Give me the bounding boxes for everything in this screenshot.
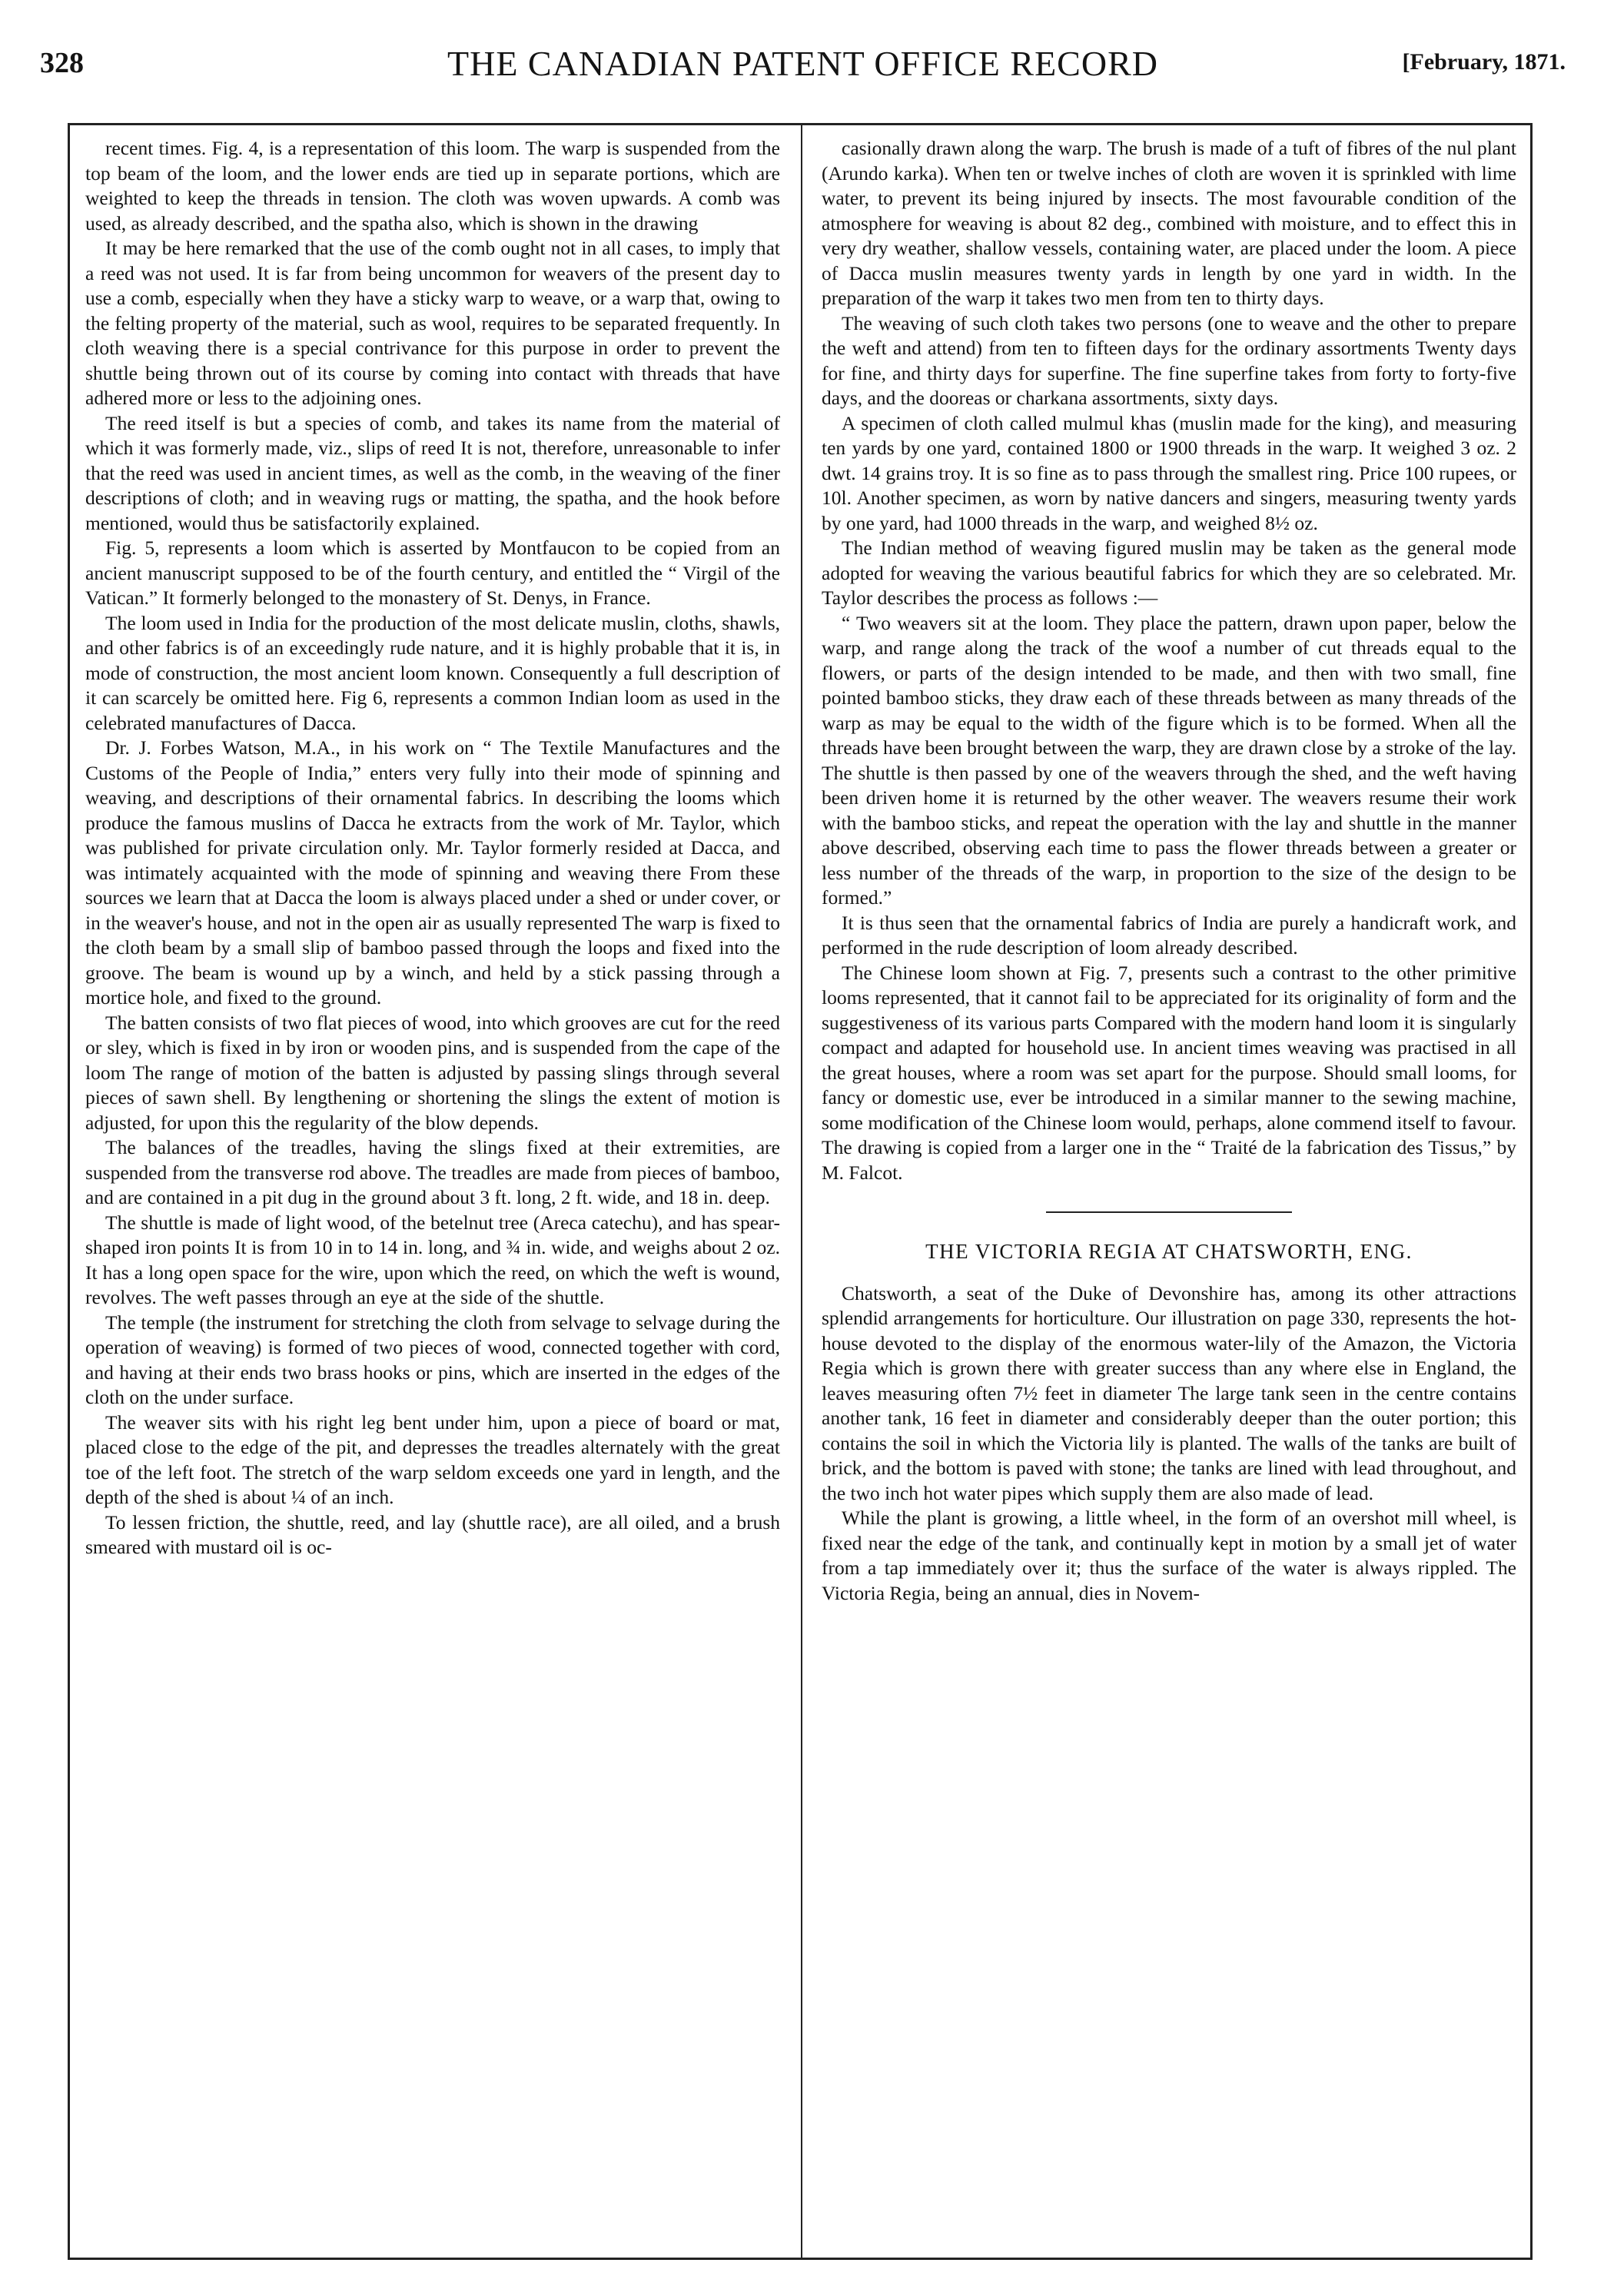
paragraph: Chatsworth, a seat of the Duke of Devonshire has, among its other attractions splendid arrangements for horticulture. Our illustration on page 330, represents the hot-house devoted to the display of the enormous water-lily of the Amazon, the Victoria Regia which is grown there with greater success than any where else in England, the leaves measuring often 7½ feet in diameter The large tank seen in the centre contains another tank, 16 feet in diameter and considerably deeper than the outer portion; this contains the soil in which the Victoria lily is planted. The walls of the tanks are built of brick, and the bottom is paved with stone; the tanks are lined with lead throughout, and the two inch hot water pipes which supply them are also made of lead. xyxy=(822,1281,1516,1504)
section-separator xyxy=(1046,1211,1292,1213)
paragraph: The batten consists of two flat pieces of wood, into which grooves are cut for the reed or sley, which is fixed in by iron or wooden pins, and is suspended from the cape of the loom The range of motion of the batten is adjusted by passing slings through several pieces of sawn shell. By lengthening or shortening the slings the extent of motion is adjusted, for upon this the regularity of the blow depends. xyxy=(85,1011,780,1134)
page-number: 328 xyxy=(40,47,84,79)
paragraph: recent times. Fig. 4, is a representation of this loom. The warp is suspended from the top beam of the loom, and the lower ends are tied up in separate portions, which are weighted to keep the threads in tension. The cloth was woven upwards. A comb was used, as already described, and the spatha also, which is shown in the drawing xyxy=(85,137,780,234)
paragraph: “ Two weavers sit at the loom. They place the pattern, drawn upon paper, below the warp, and range along the track of the woof a number of cut threads equal to the flowers, or parts of the design intended to be made, and then with two small, fine pointed bamboo sticks, they draw each of these threads between as many threads of the warp as may be equal to the width of the figure which is to be formed. When all the threads have been brought between the warp, they are drawn close by a stroke of the lay. The shuttle is then passed by one of the weavers through the shed, and the weft having been driven home it is returned by the other weaver. The weavers resume their work with the bamboo sticks, and repeat the operation with the lay and shuttle in the manner above described, observing each time to pass the flower threads between a greater or less number of the threads of the warp, in proportion to the size of the design to be formed.” xyxy=(822,611,1516,909)
issue-date: [February, 1871. xyxy=(1402,49,1566,75)
paragraph: It may be here remarked that the use of the comb ought not in all cases, to imply that a reed was not used. It is far from being uncommon for weavers of the present day to use a comb, especially when they have a sticky warp to weave, or a warp that, owing to the felting property of the material, such as wool, requires to be separated frequently. In cloth weaving there is a special contrivance for this purpose in order to prevent the shuttle being thrown out of its course by coming into contact with threads that have adhered more or less to the adjoining ones. xyxy=(85,237,780,409)
paragraph: The weaver sits with his right leg bent under him, upon a piece of board or mat, placed close to the edge of the pit, and depresses the treadles alternately with the great toe of the left foot. The stretch of the warp seldom exceeds one yard in length, and the depth of the shed is about ¼ of an inch. xyxy=(85,1410,780,1508)
paragraph: The Chinese loom shown at Fig. 7, presents such a contrast to the other primitive looms represented, that it cannot fail to be appreciated for its originality of form and the suggestiveness of its various parts Compared with the modern hand loom it is singularly compact and adapted for household use. In ancient times weaving was practised in all the great houses, where a room was set apart for the purpose. Should small looms, for fancy or domestic use, ever be introduced in a similar manner to the sewing machine, some modification of the Chinese loom would, perhaps, alone commend itself to favour. The drawing is copied from a larger one in the “ Traité de la fabrication des Tissus,” by M. Falcot. xyxy=(822,961,1516,1184)
paragraph: While the plant is growing, a little wheel, in the form of an overshot mill wheel, is fixed near the edge of the tank, and continually kept in motion by a small jet of water from a tap immediately over it; thus the surface of the water is always rippled. The Victoria Regia, being an annual, dies in Novem- xyxy=(822,1507,1516,1604)
paragraph: The temple (the instrument for stretching the cloth from selvage to selvage during the operation of weaving) is formed of two pieces of wood, connected together with cord, and having at their ends two brass hooks or pins, which are inserted in the edges of the cloth on the under surface. xyxy=(85,1311,780,1408)
text-frame xyxy=(68,123,1533,2260)
paragraph: It is thus seen that the ornamental fabrics of India are purely a handicraft work, and performed in the rude description of loom already described. xyxy=(822,911,1516,959)
paragraph: Dr. J. Forbes Watson, M.A., in his work on “ The Textile Manufactures and the Customs of the People of India,” enters very fully into their mode of spinning and weaving, and descriptions of their ornamental fabrics. In describing the looms which produce the famous muslins of Dacca he extracts from the work of Mr. Taylor, which was published for private circulation only. Mr. Taylor formerly resided at Dacca, and was intimately acquainted with the mode of spinning and weaving there From these sources we learn that at Dacca the loom is always placed under a shed or under cover, or in the weaver's house, and not in the open air as usually represented The warp is fixed to the cloth beam by a small slip of bamboo passed through the loops and fixed into the groove. The beam is wound up by a winch, and held by a stick passing through a mortice hole, and fixed to the ground. xyxy=(85,736,780,1008)
section-title: THE VICTORIA REGIA AT CHATSWORTH, ENG. xyxy=(925,1240,1413,1263)
running-title: THE CANADIAN PATENT OFFICE RECORD xyxy=(447,44,1158,83)
column-divider xyxy=(801,125,802,2258)
paragraph: A specimen of cloth called mulmul khas (muslin made for the king), and measuring ten yards by one yard, contained 1800 or 1900 threads in the warp. It weighed 3 oz. 2 dwt. 14 grains troy. It is so fine as to pass through the smallest ring. Price 100 rupees, or 10l. Another specimen, as worn by native dancers and singers, measuring twenty yards by one yard, had 1000 threads in the warp, and weighed 8½ oz. xyxy=(822,411,1516,534)
paragraph: The shuttle is made of light wood, of the betelnut tree (Areca catechu), and has spear-shaped iron points It is from 10 in to 14 in. long, and ¾ in. wide, and weighs about 2 oz. It has a long open space for the wire, upon which the reed, on which the weft is wound, revolves. The weft passes through an eye at the side of the shuttle. xyxy=(85,1211,780,1308)
paragraph: casionally drawn along the warp. The brush is made of a tuft of fibres of the nul plant (Arundo karka). When ten or twelve inches of cloth are woven it is sprinkled with lime water, to prevent its being injured by insects. The most favourable condition of the atmosphere for weaving is about 82 deg., combined with moisture, and to effect this in very dry weather, shallow vessels, containing water, are placed under the loom. A piece of Dacca muslin measures twenty yards in length by one yard in width. In the preparation of the warp it takes two men from ten to thirty days. xyxy=(822,137,1516,309)
page-header xyxy=(40,46,1566,95)
paragraph: Fig. 5, represents a loom which is asserted by Montfaucon to be copied from an ancient manuscript supposed to be of the fourth century, and entitled the “ Virgil of the Vatican.” It formerly belonged to the monastery of St. Denys, in France. xyxy=(85,537,780,609)
paragraph: The Indian method of weaving figured muslin may be taken as the general mode adopted for weaving the various beautiful fabrics for which they are so celebrated. Mr. Taylor describes the process as follows :— xyxy=(822,537,1516,609)
paragraph: To lessen friction, the shuttle, reed, and lay (shuttle race), are all oiled, and a brush smeared with mustard oil is oc- xyxy=(85,1510,780,1558)
paragraph: The loom used in India for the production of the most delicate muslin, cloths, shawls, and other fabrics is of an exceedingly rude nature, and it is highly probable that it is, in mode of construction, the most ancient loom known. Consequently a full description of it can scarcely be omitted here. Fig 6, represents a common Indian loom as used in the celebrated manufactures of Dacca. xyxy=(85,611,780,734)
right-column xyxy=(822,136,1516,1606)
left-column xyxy=(85,136,780,1560)
paragraph: The balances of the treadles, having the slings fixed at their extremities, are suspended from the transverse rod above. The treadles are made from pieces of bamboo, and are contained in a pit dug in the ground about 3 ft. long, 2 ft. wide, and 18 in. deep. xyxy=(85,1136,780,1208)
paragraph: The reed itself is but a species of comb, and takes its name from the material of which it was formerly made, viz., slips of reed It is not, therefore, unreasonable to infer that the reed was used in ancient times, as well as the comb, in the weaving of the finer descriptions of cloth; and in weaving rugs or matting, the spatha, and the hook before mentioned, would thus be satisfactorily explained. xyxy=(85,411,780,534)
paragraph: The weaving of such cloth takes two persons (one to weave and the other to prepare the weft and attend) from ten to fifteen days for the ordinary assortments Twenty days for fine, and thirty days for superfine. The fine superfine takes from forty to forty-five days, and the dooreas or charkana assortments, sixty days. xyxy=(822,311,1516,409)
